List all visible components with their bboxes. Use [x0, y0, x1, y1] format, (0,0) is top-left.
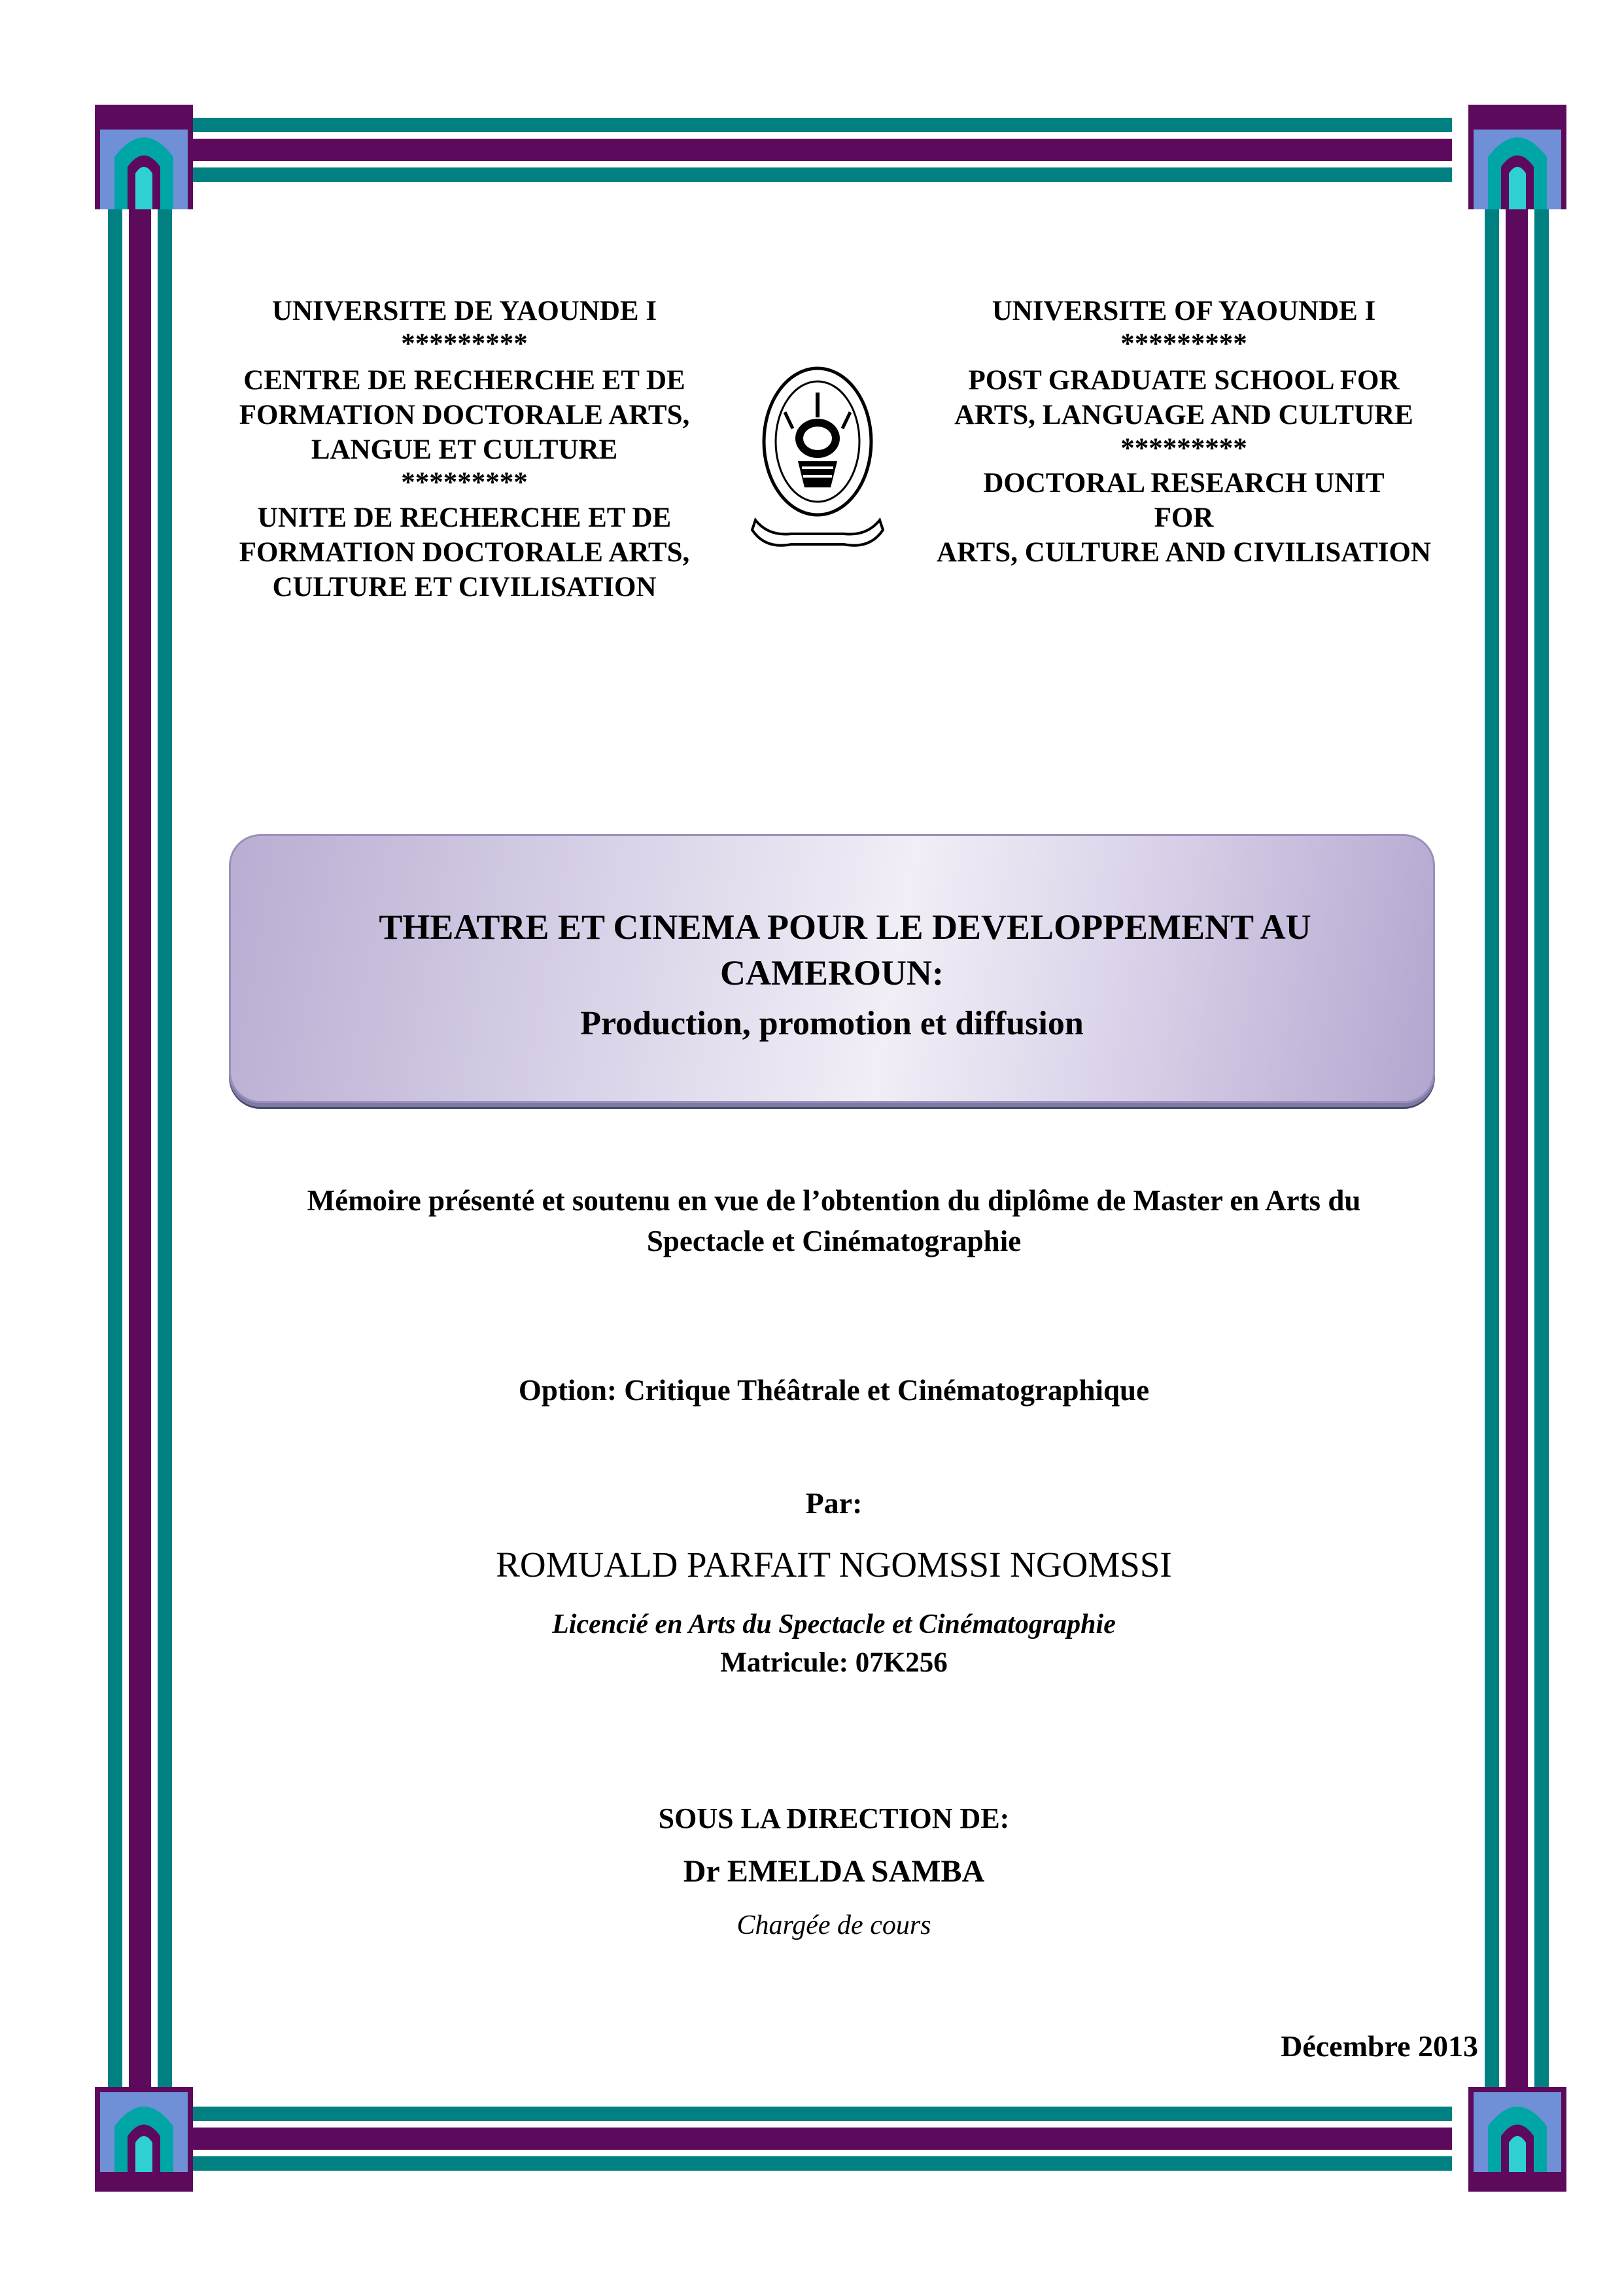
left-unit-line-2: FORMATION DOCTORALE ARTS,: [239, 537, 690, 568]
right-school-line-1: POST GRADUATE SCHOOL FOR: [968, 365, 1400, 396]
border-top: [177, 118, 1452, 190]
university-seal: [746, 353, 890, 563]
title-box: [229, 834, 1435, 1103]
corner-ornament-top-right: [1468, 105, 1566, 209]
option-text: Option: Critique Théâtrale et Cinématographique: [518, 1374, 1150, 1407]
border-right: [1485, 190, 1557, 2120]
left-university: UNIVERSITE DE YAOUNDE I: [271, 296, 657, 326]
left-unit-line-1: UNITE DE RECHERCHE ET DE: [257, 502, 672, 533]
left-centre-line-1: CENTRE DE RECHERCHE ET DE: [243, 365, 685, 396]
par-label: Par:: [805, 1486, 863, 1520]
right-unit-line-2: FOR: [1154, 502, 1214, 533]
supervisor-role: Chargée de cours: [736, 1910, 931, 1940]
author-matricule: Matricule: 07K256: [720, 1647, 948, 1678]
left-centre-line-2: FORMATION DOCTORALE ARTS,: [239, 400, 690, 430]
title-subtitle: Production, promotion et diffusion: [580, 1005, 1084, 1042]
memoire-line-2: Spectacle et Cinématographie: [646, 1225, 1022, 1257]
left-unit-line-3: CULTURE ET CIVILISATION: [272, 572, 657, 603]
corner-ornament-top-left: [95, 105, 193, 209]
direction-label: SOUS LA DIRECTION DE:: [658, 1802, 1010, 1834]
corner-ornament-bottom-right: [1468, 2087, 1566, 2192]
date: Décembre 2013: [1281, 2029, 1478, 2063]
border-bottom: [177, 2107, 1452, 2179]
border-left: [108, 190, 180, 2120]
left-separator-2: *********: [401, 467, 528, 498]
memoire-line-1: Mémoire présenté et soutenu en vue de l’obtention du diplôme de Master en Arts du: [307, 1184, 1361, 1217]
author-name: ROMUALD PARFAIT NGOMSSI NGOMSSI: [496, 1545, 1172, 1585]
right-unit-line-1: DOCTORAL RESEARCH UNIT: [983, 468, 1385, 499]
author-degree: Licencié en Arts du Spectacle et Cinématographie: [552, 1609, 1116, 1639]
title-line-2: CAMEROUN:: [720, 953, 944, 992]
supervisor-name: Dr EMELDA SAMBA: [683, 1854, 985, 1889]
right-separator-2: *********: [1120, 433, 1247, 464]
right-school-line-2: ARTS, LANGUAGE AND CULTURE: [954, 400, 1413, 430]
title-line-1: THEATRE ET CINEMA POUR LE DEVELOPPEMENT AU: [379, 907, 1311, 947]
left-centre-line-3: LANGUE ET CULTURE: [311, 434, 618, 465]
corner-ornament-bottom-left: [95, 2087, 193, 2192]
right-unit-line-3: ARTS, CULTURE AND CIVILISATION: [937, 537, 1431, 568]
right-university: UNIVERSITE OF YAOUNDE I: [992, 296, 1376, 326]
right-separator-1: *********: [1120, 328, 1247, 359]
left-separator-1: *********: [401, 328, 528, 359]
